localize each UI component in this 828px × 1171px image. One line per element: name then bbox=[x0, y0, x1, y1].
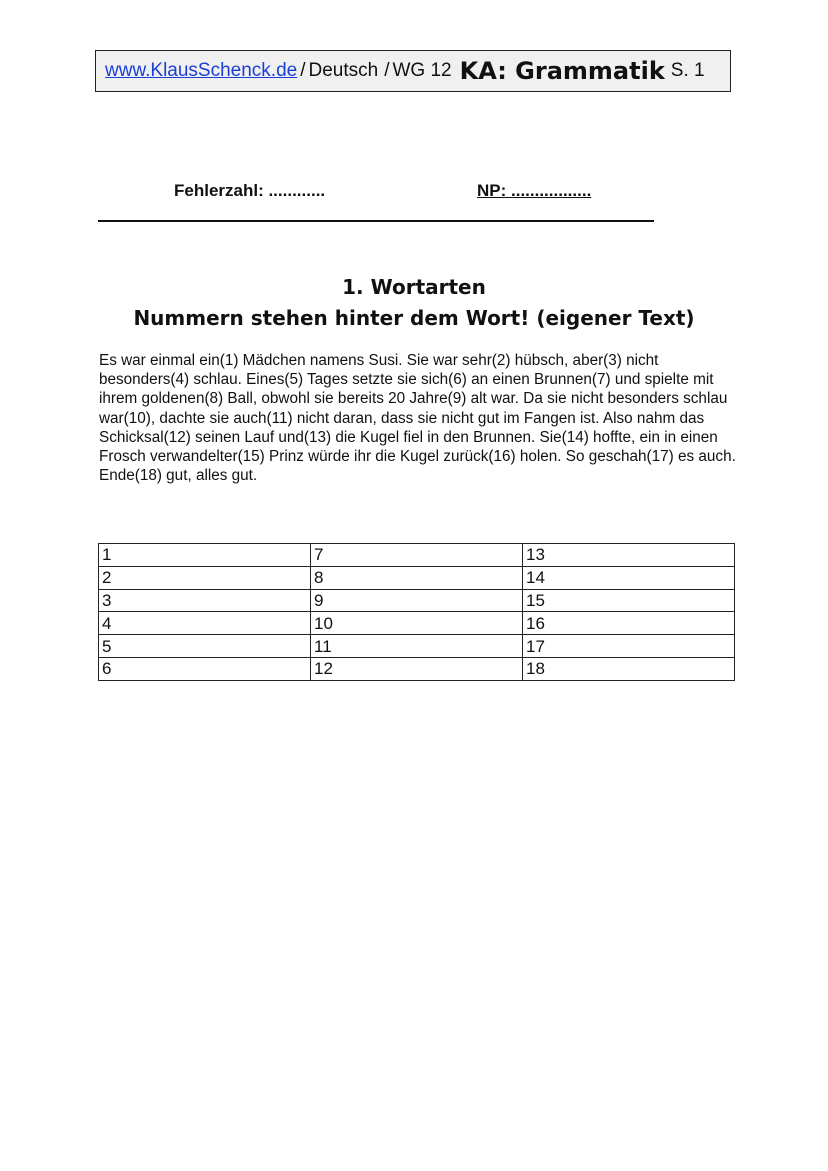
answer-cell: 7 bbox=[311, 544, 523, 567]
error-count-field: Fehlerzahl: ............ bbox=[174, 181, 326, 200]
header-class: WG 12 bbox=[392, 60, 452, 81]
answer-cell: 4 bbox=[99, 612, 311, 635]
website-link[interactable]: www.KlausSchenck.de bbox=[105, 60, 298, 81]
table-row bbox=[99, 657, 735, 680]
answer-cell: 11 bbox=[311, 635, 523, 658]
header-separator: / bbox=[384, 60, 390, 81]
page-header bbox=[95, 50, 731, 92]
answer-cell: 15 bbox=[523, 589, 735, 612]
exercise-text: Es war einmal ein(1) Mädchen namens Susi. Sie war sehr(2) hübsch, aber(3) nicht besonders(4) schlau. Eines(5) Tages setzte sie sich(6) an einen Brunnen(7) und spielte mit ihrem goldenen(8) Ball, obwohl sie bereits 20 Jahre(9) alt war. Da sie nicht besonders schlau war(10), dachte sie auch(11) nicht daran, dass sie nicht gut im Fangen ist. Also nahm das Schicksal(12) seinen Lauf und(13) die Kugel fiel in den Brunnen. Sie(14) hoffte, ein in einen Frosch verwandelter(15) Prinz würde ihr die Kugel zurück(16) holen. So geschah(17) es auch. Ende(18) gut, alles gut. bbox=[99, 352, 736, 485]
answer-cell: 9 bbox=[311, 589, 523, 612]
answer-cell: 12 bbox=[311, 657, 523, 680]
answer-cell: 13 bbox=[523, 544, 735, 567]
table-row bbox=[99, 612, 735, 635]
answer-cell: 16 bbox=[523, 612, 735, 635]
answer-cell: 18 bbox=[523, 657, 735, 680]
answer-cell: 17 bbox=[523, 635, 735, 658]
answer-cell: 2 bbox=[99, 566, 311, 589]
table-row bbox=[99, 544, 735, 567]
answer-table bbox=[98, 543, 735, 681]
document-title: KA: Grammatik bbox=[459, 57, 665, 85]
section-instruction: Nummern stehen hinter dem Wort! (eigener Text) bbox=[133, 306, 695, 330]
answer-cell: 14 bbox=[523, 566, 735, 589]
answer-cell: 10 bbox=[311, 612, 523, 635]
answer-cell: 8 bbox=[311, 566, 523, 589]
np-field: NP: ................. bbox=[477, 181, 592, 200]
page-number: S. 1 bbox=[670, 60, 705, 81]
divider-line bbox=[98, 220, 654, 222]
answer-cell: 5 bbox=[99, 635, 311, 658]
table-row bbox=[99, 635, 735, 658]
answer-cell: 6 bbox=[99, 657, 311, 680]
header-subject: Deutsch bbox=[308, 60, 379, 81]
table-row bbox=[99, 589, 735, 612]
header-separator: / bbox=[300, 60, 306, 81]
answer-cell: 1 bbox=[99, 544, 311, 567]
answer-cell: 3 bbox=[99, 589, 311, 612]
section-title: 1. Wortarten bbox=[342, 275, 486, 299]
table-row bbox=[99, 566, 735, 589]
